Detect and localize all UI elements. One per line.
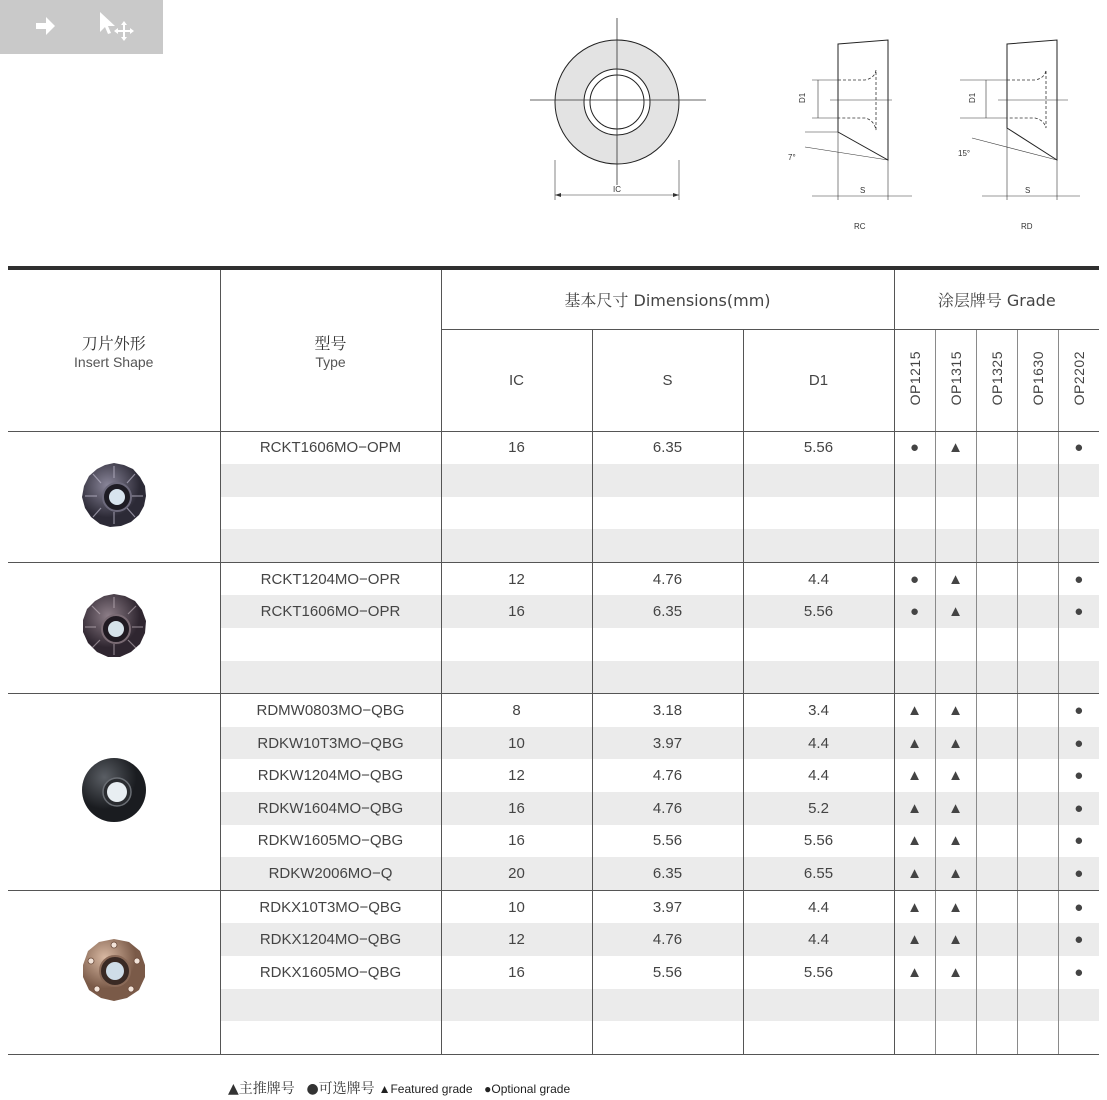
grade-legend — [228, 1078, 570, 1098]
grade-cell — [1017, 464, 1058, 497]
s-cell — [592, 1021, 743, 1054]
grade-cell — [1017, 562, 1058, 595]
grade-cell: ▲ — [935, 759, 976, 792]
s-cell — [592, 989, 743, 1022]
shape-header-en: Insert Shape — [74, 353, 154, 370]
col-d1-header: D1 — [743, 329, 894, 431]
type-cell — [220, 529, 441, 562]
ic-cell — [441, 661, 592, 694]
type-cell: RDKX10T3MO−QBG — [220, 890, 441, 923]
d1-cell: 4.4 — [743, 923, 894, 956]
grade-cell — [976, 464, 1017, 497]
grade-cell — [1017, 628, 1058, 661]
ic-cell: 16 — [441, 431, 592, 464]
ic-cell: 12 — [441, 923, 592, 956]
s-cell: 6.35 — [592, 857, 743, 890]
d1-cell: 5.56 — [743, 956, 894, 989]
rd-side-view — [958, 40, 1080, 231]
ic-cell: 10 — [441, 727, 592, 760]
grade-cell: ● — [1058, 857, 1099, 890]
ic-dimension-label: IC — [613, 185, 621, 194]
grade-cell — [935, 497, 976, 530]
table-row — [8, 431, 1099, 464]
d1-cell: 4.4 — [743, 727, 894, 760]
grade-cell — [1017, 431, 1058, 464]
type-header — [220, 268, 441, 431]
grade-cell — [976, 694, 1017, 727]
next-arrow-icon[interactable] — [26, 8, 66, 44]
col-op1315-label: OP1315 — [947, 350, 964, 406]
insert-shape-image — [8, 562, 220, 693]
grade-cell: ▲ — [894, 792, 935, 825]
grade-cell — [935, 529, 976, 562]
type-cell: RCKT1606MO−OPR — [220, 595, 441, 628]
grade-cell — [935, 1021, 976, 1054]
ic-cell: 10 — [441, 890, 592, 923]
insert-shape-image — [8, 890, 220, 1054]
grade-cell: ● — [894, 595, 935, 628]
insert-rckt-opm-icon — [79, 517, 149, 534]
ic-cell: 12 — [441, 759, 592, 792]
col-op1325-label: OP1325 — [988, 350, 1005, 406]
grade-header: 涂层牌号 Grade — [894, 268, 1099, 329]
type-cell — [220, 1021, 441, 1054]
s-cell — [592, 497, 743, 530]
grade-cell — [935, 464, 976, 497]
grade-cell — [976, 562, 1017, 595]
grade-cell — [1017, 694, 1058, 727]
grade-cell: ▲ — [894, 727, 935, 760]
ic-cell: 16 — [441, 792, 592, 825]
s-cell: 4.76 — [592, 792, 743, 825]
rd-name-label: RD — [1021, 222, 1033, 231]
ic-cell: 16 — [441, 595, 592, 628]
col-op2202-label: OP2202 — [1070, 350, 1087, 406]
grade-cell: ▲ — [935, 595, 976, 628]
grade-cell: ● — [1058, 727, 1099, 760]
grade-cell — [976, 727, 1017, 760]
grade-cell — [935, 989, 976, 1022]
s-cell — [592, 464, 743, 497]
rc-side-view — [788, 40, 912, 231]
type-cell — [220, 464, 441, 497]
ic-cell: 12 — [441, 562, 592, 595]
grade-cell — [976, 595, 1017, 628]
d1-cell: 3.4 — [743, 694, 894, 727]
grade-cell: ● — [1058, 923, 1099, 956]
grade-cell: ▲ — [935, 956, 976, 989]
grade-cell — [1058, 497, 1099, 530]
grade-cell: ▲ — [935, 890, 976, 923]
ic-cell — [441, 628, 592, 661]
grade-cell — [976, 857, 1017, 890]
grade-cell — [894, 464, 935, 497]
rc-name-label: RC — [854, 222, 866, 231]
d1-cell — [743, 1021, 894, 1054]
d1-cell: 5.56 — [743, 431, 894, 464]
insert-table-body — [8, 431, 1099, 1054]
grade-cell — [976, 825, 1017, 858]
d1-cell: 4.4 — [743, 562, 894, 595]
type-cell: RDKW1604MO−QBG — [220, 792, 441, 825]
grade-cell: ● — [1058, 956, 1099, 989]
table-row — [8, 562, 1099, 595]
grade-cell — [976, 529, 1017, 562]
grade-cell: ▲ — [894, 694, 935, 727]
type-header-zh: 型号 — [314, 333, 347, 353]
col-op1325-header — [976, 329, 1017, 431]
d1-cell: 5.2 — [743, 792, 894, 825]
col-op1630-label: OP1630 — [1029, 350, 1046, 406]
grade-cell — [1017, 989, 1058, 1022]
grade-cell: ● — [1058, 595, 1099, 628]
type-cell: RDKW2006MO−Q — [220, 857, 441, 890]
grade-cell — [1058, 628, 1099, 661]
grade-cell: ▲ — [935, 431, 976, 464]
ic-cell — [441, 497, 592, 530]
grade-cell — [1017, 529, 1058, 562]
grade-cell — [976, 989, 1017, 1022]
rd-angle-label: 15° — [958, 149, 971, 158]
grade-cell — [976, 1021, 1017, 1054]
s-cell — [592, 661, 743, 694]
s-cell — [592, 628, 743, 661]
ic-cell: 8 — [441, 694, 592, 727]
grade-cell — [1058, 529, 1099, 562]
viewer-toolbar — [0, 0, 163, 54]
d1-cell: 4.4 — [743, 759, 894, 792]
type-cell: RDKW1204MO−QBG — [220, 759, 441, 792]
grade-cell — [1017, 759, 1058, 792]
col-op2202-header — [1058, 329, 1099, 431]
d1-cell — [743, 497, 894, 530]
grade-cell — [976, 890, 1017, 923]
d1-cell — [743, 464, 894, 497]
grade-cell: ▲ — [935, 562, 976, 595]
s-cell: 6.35 — [592, 595, 743, 628]
type-cell: RDKX1204MO−QBG — [220, 923, 441, 956]
shape-header-zh: 刀片外形 — [81, 333, 146, 353]
grade-cell — [976, 431, 1017, 464]
grade-cell — [976, 923, 1017, 956]
s-cell: 6.35 — [592, 431, 743, 464]
grade-cell: ▲ — [894, 759, 935, 792]
grade-cell — [1017, 956, 1058, 989]
s-cell: 3.97 — [592, 890, 743, 923]
grade-cell — [1058, 464, 1099, 497]
type-header-en: Type — [315, 353, 346, 370]
grade-cell — [1017, 825, 1058, 858]
col-s-header: S — [592, 329, 743, 431]
s-cell: 4.76 — [592, 923, 743, 956]
grade-cell: ▲ — [935, 825, 976, 858]
grade-cell — [894, 661, 935, 694]
grade-cell — [894, 989, 935, 1022]
grade-cell: ▲ — [894, 825, 935, 858]
grade-cell — [976, 497, 1017, 530]
grade-cell — [1017, 661, 1058, 694]
grade-cell — [1017, 890, 1058, 923]
insert-rckt-opr-icon — [79, 648, 149, 665]
s-cell: 4.76 — [592, 562, 743, 595]
col-op1215-header — [894, 329, 935, 431]
grade-cell — [1017, 727, 1058, 760]
type-cell: RDKX1605MO−QBG — [220, 956, 441, 989]
type-cell — [220, 989, 441, 1022]
grade-cell: ▲ — [935, 727, 976, 760]
grade-cell: ● — [894, 562, 935, 595]
col-op1315-header — [935, 329, 976, 431]
col-ic-header: IC — [441, 329, 592, 431]
pointer-move-icon[interactable] — [94, 8, 134, 44]
insert-rdkw-icon — [79, 812, 149, 829]
type-cell: RDKW10T3MO−QBG — [220, 727, 441, 760]
d1-cell — [743, 661, 894, 694]
col-op1215-label: OP1215 — [906, 350, 923, 406]
table-row — [8, 890, 1099, 923]
grade-cell — [1017, 923, 1058, 956]
ic-cell — [441, 1021, 592, 1054]
grade-cell: ● — [1058, 890, 1099, 923]
grade-cell: ● — [1058, 694, 1099, 727]
grade-cell — [1058, 989, 1099, 1022]
legend-featured-zh: ▲主推牌号 — [228, 1081, 295, 1097]
s-cell: 3.18 — [592, 694, 743, 727]
type-cell — [220, 497, 441, 530]
grade-cell — [894, 497, 935, 530]
s-cell: 4.76 — [592, 759, 743, 792]
grade-cell: ▲ — [935, 694, 976, 727]
grade-cell — [1017, 1021, 1058, 1054]
s-cell: 5.56 — [592, 956, 743, 989]
rd-d1-label: D1 — [968, 92, 977, 103]
s-cell: 5.56 — [592, 825, 743, 858]
grade-cell: ▲ — [894, 923, 935, 956]
col-op1630-header — [1017, 329, 1058, 431]
table-row — [8, 694, 1099, 727]
grade-cell: ● — [1058, 792, 1099, 825]
grade-cell — [1017, 497, 1058, 530]
rd-s-label: S — [1025, 186, 1031, 195]
grade-cell — [894, 529, 935, 562]
d1-cell — [743, 628, 894, 661]
grade-cell — [1017, 857, 1058, 890]
ic-cell: 16 — [441, 956, 592, 989]
d1-cell — [743, 989, 894, 1022]
legend-optional-zh: ●可选牌号 — [306, 1081, 375, 1097]
grade-cell — [1017, 595, 1058, 628]
grade-cell — [976, 792, 1017, 825]
grade-cell — [894, 1021, 935, 1054]
ic-cell: 16 — [441, 825, 592, 858]
round-insert-top-view — [530, 18, 706, 200]
type-cell: RDKW1605MO−QBG — [220, 825, 441, 858]
grade-cell: ● — [894, 431, 935, 464]
s-cell: 3.97 — [592, 727, 743, 760]
rc-s-label: S — [860, 186, 866, 195]
grade-cell: ▲ — [935, 923, 976, 956]
grade-cell: ● — [1058, 825, 1099, 858]
grade-cell: ● — [1058, 562, 1099, 595]
d1-cell — [743, 529, 894, 562]
rc-d1-label: D1 — [798, 92, 807, 103]
type-cell: RCKT1606MO−OPM — [220, 431, 441, 464]
shape-header — [8, 268, 220, 431]
insert-dimension-drawing — [520, 0, 1100, 250]
grade-cell — [976, 628, 1017, 661]
insert-rdkx-icon — [79, 992, 149, 1009]
d1-cell: 5.56 — [743, 595, 894, 628]
grade-cell: ● — [1058, 431, 1099, 464]
grade-cell — [976, 661, 1017, 694]
ic-cell — [441, 989, 592, 1022]
grade-cell — [935, 661, 976, 694]
dimensions-header: 基本尺寸 Dimensions(mm) — [441, 268, 894, 329]
type-cell: RCKT1204MO−OPR — [220, 562, 441, 595]
grade-cell — [976, 759, 1017, 792]
grade-cell — [976, 956, 1017, 989]
ic-cell: 20 — [441, 857, 592, 890]
grade-cell: ● — [1058, 759, 1099, 792]
d1-cell: 5.56 — [743, 825, 894, 858]
legend-optional-en: ●Optional grade — [484, 1082, 571, 1096]
legend-featured-en: ▲Featured grade — [378, 1082, 473, 1096]
grade-cell — [894, 628, 935, 661]
grade-cell: ▲ — [894, 857, 935, 890]
insert-shape-image — [8, 431, 220, 562]
type-cell — [220, 628, 441, 661]
d1-cell: 6.55 — [743, 857, 894, 890]
type-cell: RDMW0803MO−QBG — [220, 694, 441, 727]
insert-shape-image — [8, 694, 220, 891]
grade-cell: ▲ — [894, 890, 935, 923]
grade-cell: ▲ — [894, 956, 935, 989]
grade-cell — [1017, 792, 1058, 825]
grade-cell — [1058, 661, 1099, 694]
grade-cell: ▲ — [935, 857, 976, 890]
s-cell — [592, 529, 743, 562]
rc-angle-label: 7° — [788, 153, 796, 162]
ic-cell — [441, 529, 592, 562]
type-cell — [220, 661, 441, 694]
d1-cell: 4.4 — [743, 890, 894, 923]
ic-cell — [441, 464, 592, 497]
insert-spec-table — [8, 266, 1099, 1055]
grade-cell: ▲ — [935, 792, 976, 825]
grade-cell — [1058, 1021, 1099, 1054]
grade-cell — [935, 628, 976, 661]
